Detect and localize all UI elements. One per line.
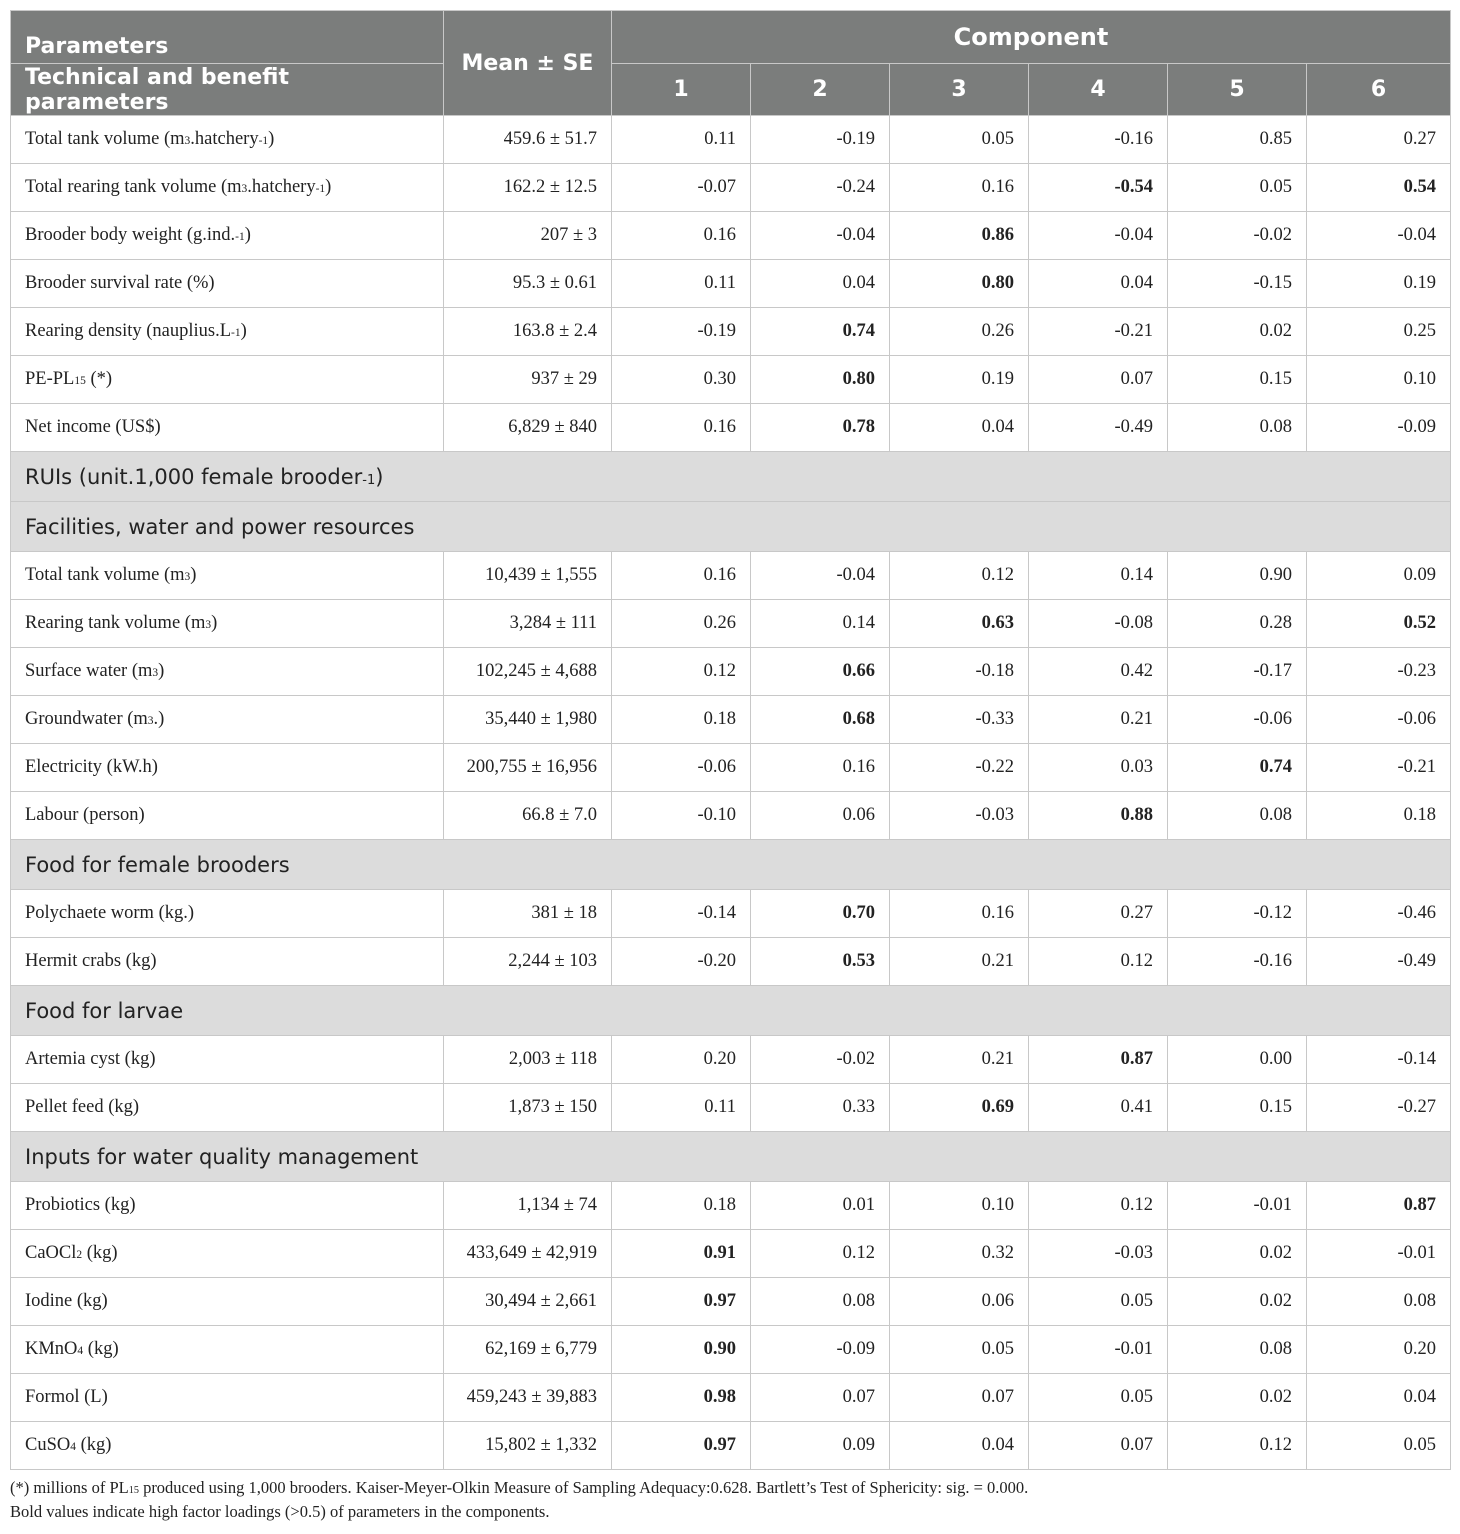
mean-se-value: 459.6 ± 51.7 [444,116,612,164]
mean-se-value: 162.2 ± 12.5 [444,164,612,212]
loading-component-1: 0.98 [612,1374,751,1422]
footnote-line-1: (*) millions of $PL_{15}$ produced using 1,000 brooders. Kaiser-Meyer-Olkin Measure of Sampling Adequacy:0.628. Bartlett’s Test of Sphericity: sig. = 0.000. [10,1478,1029,1497]
loading-component-6: 0.19 [1307,260,1451,308]
loading-component-6: 0.87 [1307,1182,1451,1230]
loading-component-1: 0.18 [612,1182,751,1230]
table-row [11,1278,1451,1326]
loading-component-2: -0.04 [751,212,890,260]
loading-component-4: -0.03 [1029,1230,1168,1278]
parameter-name: Rearing density $(nauplius.L^{-1})$ [11,308,444,356]
loading-component-6: 0.04 [1307,1374,1451,1422]
loading-component-3: 0.86 [890,212,1029,260]
loading-component-1: 0.12 [612,648,751,696]
table-row [11,938,1451,986]
parameter-name: Hermit crabs (kg) [11,938,444,986]
mean-se-value: 2,003 ± 118 [444,1036,612,1084]
section-row [11,452,1451,502]
mean-se-value: 3,284 ± 111 [444,600,612,648]
mean-se-value: 200,755 ± 16,956 [444,744,612,792]
loading-component-6: 0.08 [1307,1278,1451,1326]
parameter-name: Probiotics (kg) [11,1182,444,1230]
mean-se-value: 207 ± 3 [444,212,612,260]
loading-component-2: 0.04 [751,260,890,308]
loading-component-5: 0.12 [1168,1422,1307,1470]
table-row [11,1084,1451,1132]
loading-component-6: -0.23 [1307,648,1451,696]
section-row [11,1132,1451,1182]
loading-component-4: 0.03 [1029,744,1168,792]
loading-component-1: 0.18 [612,696,751,744]
table-row [11,792,1451,840]
loading-component-5: 0.08 [1168,404,1307,452]
mean-se-value: 433,649 ± 42,919 [444,1230,612,1278]
loading-component-3: 0.21 [890,938,1029,986]
mean-se-value: 1,873 ± 150 [444,1084,612,1132]
loading-component-1: -0.20 [612,938,751,986]
table-row [11,1036,1451,1084]
loading-component-1: 0.20 [612,1036,751,1084]
loading-component-3: 0.19 [890,356,1029,404]
mean-se-value: 2,244 ± 103 [444,938,612,986]
loading-component-3: 0.04 [890,1422,1029,1470]
loading-component-2: -0.19 [751,116,890,164]
loading-component-5: 0.02 [1168,1374,1307,1422]
loading-component-1: 0.91 [612,1230,751,1278]
loading-component-2: 0.33 [751,1084,890,1132]
loading-component-4: -0.54 [1029,164,1168,212]
loading-component-1: 0.16 [612,212,751,260]
loading-component-6: -0.46 [1307,890,1451,938]
mean-se-value: 1,134 ± 74 [444,1182,612,1230]
parameter-name: Groundwater $(m^3.)$ [11,696,444,744]
loading-component-2: 0.53 [751,938,890,986]
loading-component-2: 0.16 [751,744,890,792]
loading-component-1: -0.07 [612,164,751,212]
parameter-name: $PE-PL_{15}$ (*) [11,356,444,404]
footnote [10,1476,1450,1524]
loading-component-5: -0.17 [1168,648,1307,696]
loading-component-1: 0.16 [612,552,751,600]
loading-component-1: 0.11 [612,260,751,308]
loading-component-4: 0.88 [1029,792,1168,840]
loading-component-4: -0.01 [1029,1326,1168,1374]
loading-component-2: 0.66 [751,648,890,696]
header-technical-parameters: Technical and benefit parameters [11,64,444,116]
loading-component-5: 0.08 [1168,792,1307,840]
table-row [11,1374,1451,1422]
section-row [11,502,1451,552]
loading-component-4: 0.07 [1029,1422,1168,1470]
table-row [11,1422,1451,1470]
loading-component-1: 0.26 [612,600,751,648]
loading-component-1: 0.97 [612,1422,751,1470]
mean-se-value: 6,829 ± 840 [444,404,612,452]
loading-component-6: 0.25 [1307,308,1451,356]
loading-component-6: -0.06 [1307,696,1451,744]
loading-component-4: 0.05 [1029,1374,1168,1422]
loading-component-3: 0.04 [890,404,1029,452]
loading-component-3: 0.16 [890,164,1029,212]
mean-se-value: 459,243 ± 39,883 [444,1374,612,1422]
loading-component-4: -0.21 [1029,308,1168,356]
loading-component-5: 0.28 [1168,600,1307,648]
table-row [11,600,1451,648]
loading-component-5: 0.08 [1168,1326,1307,1374]
loading-component-5: 0.74 [1168,744,1307,792]
header-mean-se: Mean ± SE [444,11,612,116]
mean-se-value: 95.3 ± 0.61 [444,260,612,308]
header-component-2: 2 [751,64,890,116]
loading-component-5: 0.02 [1168,308,1307,356]
section-row [11,986,1451,1036]
loading-component-3: -0.22 [890,744,1029,792]
section-title: Food for larvae [11,986,1451,1036]
parameter-name: Brooder survival rate (%) [11,260,444,308]
loading-component-4: 0.05 [1029,1278,1168,1326]
parameter-name: CuSO$_4$ (kg) [11,1422,444,1470]
loading-component-4: 0.41 [1029,1084,1168,1132]
loading-component-3: 0.10 [890,1182,1029,1230]
table-row [11,1182,1451,1230]
header-component-5: 5 [1168,64,1307,116]
loading-component-5: 0.15 [1168,1084,1307,1132]
parameter-name: CaOCl$_2$ (kg) [11,1230,444,1278]
mean-se-value: 163.8 ± 2.4 [444,308,612,356]
loading-component-6: 0.54 [1307,164,1451,212]
loading-component-4: 0.27 [1029,890,1168,938]
loading-component-5: -0.12 [1168,890,1307,938]
mean-se-value: 381 ± 18 [444,890,612,938]
loading-component-2: -0.02 [751,1036,890,1084]
loading-component-5: 0.15 [1168,356,1307,404]
section-row [11,840,1451,890]
loading-component-3: 0.63 [890,600,1029,648]
mean-se-value: 35,440 ± 1,980 [444,696,612,744]
loading-component-3: 0.07 [890,1374,1029,1422]
table-row [11,212,1451,260]
loading-component-6: 0.09 [1307,552,1451,600]
loading-component-1: 0.97 [612,1278,751,1326]
header-component-3: 3 [890,64,1029,116]
loading-component-6: 0.18 [1307,792,1451,840]
loading-component-6: 0.27 [1307,116,1451,164]
table-row [11,164,1451,212]
section-title: RUIs (unit.1,000 female brooder$^{-1}$) [11,452,1451,502]
loading-component-2: -0.04 [751,552,890,600]
loading-component-4: 0.04 [1029,260,1168,308]
loading-component-3: -0.33 [890,696,1029,744]
loading-component-4: -0.16 [1029,116,1168,164]
loading-component-2: 0.06 [751,792,890,840]
loading-component-2: 0.74 [751,308,890,356]
loading-component-5: -0.15 [1168,260,1307,308]
loading-component-6: -0.04 [1307,212,1451,260]
mean-se-value: 10,439 ± 1,555 [444,552,612,600]
mean-se-value: 937 ± 29 [444,356,612,404]
loading-component-1: 0.16 [612,404,751,452]
loading-component-2: 0.08 [751,1278,890,1326]
parameter-name: Brooder body weight (g.ind.$^{-1}$) [11,212,444,260]
loading-component-1: -0.10 [612,792,751,840]
loading-component-1: 0.11 [612,1084,751,1132]
loading-component-3: -0.03 [890,792,1029,840]
parameter-name: KMnO$_4$ (kg) [11,1326,444,1374]
loading-component-1: 0.90 [612,1326,751,1374]
loading-component-4: 0.07 [1029,356,1168,404]
parameter-name: Polychaete worm (kg.) [11,890,444,938]
mean-se-value: 66.8 ± 7.0 [444,792,612,840]
loading-component-4: 0.12 [1029,1182,1168,1230]
loading-component-2: 0.78 [751,404,890,452]
loading-component-2: 0.68 [751,696,890,744]
footnote-line-2: Bold values indicate high factor loadings (>0.5) of parameters in the components. [10,1502,550,1521]
table-row [11,648,1451,696]
parameter-name: Artemia cyst (kg) [11,1036,444,1084]
loading-component-2: 0.14 [751,600,890,648]
loading-component-5: 0.05 [1168,164,1307,212]
loading-component-6: -0.01 [1307,1230,1451,1278]
loading-component-5: 0.90 [1168,552,1307,600]
table-row [11,696,1451,744]
loading-component-2: 0.80 [751,356,890,404]
loading-component-3: 0.21 [890,1036,1029,1084]
loading-component-2: -0.24 [751,164,890,212]
mean-se-value: 30,494 ± 2,661 [444,1278,612,1326]
table-row [11,116,1451,164]
loading-component-2: 0.01 [751,1182,890,1230]
loading-component-4: -0.08 [1029,600,1168,648]
parameter-name: Rearing tank volume $(m^3)$ [11,600,444,648]
header-component-1: 1 [612,64,751,116]
loading-component-6: -0.27 [1307,1084,1451,1132]
parameter-name: Net income (US$) [11,404,444,452]
mean-se-value: 102,245 ± 4,688 [444,648,612,696]
table-header [11,11,1451,116]
loading-component-4: 0.87 [1029,1036,1168,1084]
loading-component-4: -0.49 [1029,404,1168,452]
loading-component-5: 0.00 [1168,1036,1307,1084]
loading-component-2: 0.70 [751,890,890,938]
parameter-name: Formol (L) [11,1374,444,1422]
table-row [11,890,1451,938]
table-row [11,308,1451,356]
loading-component-2: 0.09 [751,1422,890,1470]
loading-component-1: -0.06 [612,744,751,792]
loading-component-5: -0.06 [1168,696,1307,744]
loading-component-4: 0.14 [1029,552,1168,600]
section-title: Food for female brooders [11,840,1451,890]
section-title: Inputs for water quality management [11,1132,1451,1182]
loading-component-6: -0.21 [1307,744,1451,792]
mean-se-value: 62,169 ± 6,779 [444,1326,612,1374]
loading-component-6: -0.14 [1307,1036,1451,1084]
loading-component-1: -0.19 [612,308,751,356]
header-component: Component [612,11,1451,64]
loading-component-5: 0.02 [1168,1278,1307,1326]
pca-table [10,10,1451,1470]
mean-se-value: 15,802 ± 1,332 [444,1422,612,1470]
loading-component-4: 0.42 [1029,648,1168,696]
table-row [11,1230,1451,1278]
loading-component-6: 0.20 [1307,1326,1451,1374]
loading-component-1: 0.11 [612,116,751,164]
loading-component-5: -0.16 [1168,938,1307,986]
loading-component-3: 0.05 [890,116,1029,164]
loading-component-3: 0.12 [890,552,1029,600]
parameter-name: Total rearing tank volume $(m^3.hatchery^{-1})$ [11,164,444,212]
loading-component-6: 0.10 [1307,356,1451,404]
loading-component-5: 0.02 [1168,1230,1307,1278]
parameter-name: Iodine (kg) [11,1278,444,1326]
loading-component-4: 0.21 [1029,696,1168,744]
table-body [11,116,1451,1470]
loading-component-3: 0.32 [890,1230,1029,1278]
loading-component-4: -0.04 [1029,212,1168,260]
loading-component-5: -0.01 [1168,1182,1307,1230]
header-component-4: 4 [1029,64,1168,116]
parameter-name: Total tank volume $(m^3.hatchery^{-1})$ [11,116,444,164]
loading-component-5: -0.02 [1168,212,1307,260]
table-row [11,260,1451,308]
table-row [11,744,1451,792]
section-title: Facilities, water and power resources [11,502,1451,552]
loading-component-2: 0.07 [751,1374,890,1422]
loading-component-3: 0.16 [890,890,1029,938]
parameter-name: Pellet feed (kg) [11,1084,444,1132]
loading-component-6: -0.09 [1307,404,1451,452]
parameter-name: Labour (person) [11,792,444,840]
table-row [11,404,1451,452]
loading-component-1: -0.14 [612,890,751,938]
header-component-6: 6 [1307,64,1451,116]
parameter-name: Electricity (kW.h) [11,744,444,792]
parameter-name: Surface water $(m^3)$ [11,648,444,696]
loading-component-2: 0.12 [751,1230,890,1278]
loading-component-1: 0.30 [612,356,751,404]
table-row [11,356,1451,404]
loading-component-3: 0.26 [890,308,1029,356]
parameter-name: Total tank volume $(m^3)$ [11,552,444,600]
loading-component-4: 0.12 [1029,938,1168,986]
loading-component-3: 0.05 [890,1326,1029,1374]
loading-component-3: 0.80 [890,260,1029,308]
loading-component-3: 0.06 [890,1278,1029,1326]
header-parameters: Parameters [11,11,444,64]
loading-component-2: -0.09 [751,1326,890,1374]
loading-component-6: 0.52 [1307,600,1451,648]
loading-component-3: -0.18 [890,648,1029,696]
loading-component-6: 0.05 [1307,1422,1451,1470]
table-row [11,552,1451,600]
loading-component-3: 0.69 [890,1084,1029,1132]
loading-component-6: -0.49 [1307,938,1451,986]
loading-component-5: 0.85 [1168,116,1307,164]
table-row [11,1326,1451,1374]
